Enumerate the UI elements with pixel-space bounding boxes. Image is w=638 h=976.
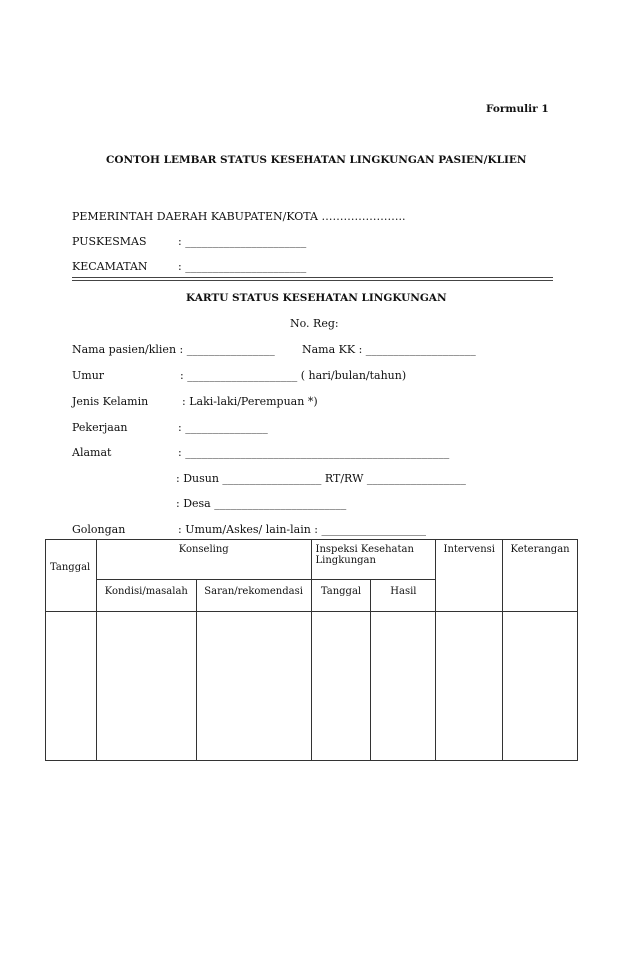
hamlet-field[interactable]: : Dusun __________________ RT/RW __________________ xyxy=(176,472,466,485)
family-head-field[interactable]: Nama KK : ____________________ xyxy=(302,343,476,356)
occupation-label: Pekerjaan xyxy=(72,421,128,434)
gender-label: Jenis Kelamin xyxy=(72,395,149,408)
category-label: Golongan xyxy=(72,523,126,536)
puskesmas-label: PUSKESMAS xyxy=(72,235,147,248)
age-label: Umur xyxy=(72,369,105,382)
header-keterangan: Keterangan xyxy=(503,540,578,612)
occupation-field[interactable]: : _______________ xyxy=(178,421,268,434)
registration-number: No. Reg: xyxy=(290,317,339,330)
address-field[interactable]: : ________________________________________________ xyxy=(178,446,450,459)
cell-kondisi[interactable] xyxy=(96,612,196,761)
patient-name-field[interactable]: Nama pasien/klien : ________________ xyxy=(72,343,275,356)
age-field[interactable]: : ____________________ ( hari/bulan/tahun) xyxy=(180,369,407,382)
header-hasil: Hasil xyxy=(371,580,436,612)
form-number: Formulir 1 xyxy=(486,103,549,115)
cell-tanggal-inspeksi[interactable] xyxy=(311,612,371,761)
kecamatan-field[interactable]: : ______________________ xyxy=(178,260,307,273)
cell-saran[interactable] xyxy=(196,612,311,761)
puskesmas-field[interactable]: : ______________________ xyxy=(178,235,307,248)
cell-keterangan[interactable] xyxy=(503,612,578,761)
divider-bottom xyxy=(72,280,553,281)
gender-field[interactable]: : Laki-laki/Perempuan *) xyxy=(182,395,318,408)
header-tanggal: Tanggal xyxy=(46,540,97,612)
kecamatan-label: KECAMATAN xyxy=(72,260,148,273)
village-field[interactable]: : Desa ________________________ xyxy=(176,497,347,510)
card-title: KARTU STATUS KESEHATAN LINGKUNGAN xyxy=(186,292,447,304)
cell-hasil[interactable] xyxy=(371,612,436,761)
cell-intervensi[interactable] xyxy=(436,612,503,761)
page-title: CONTOH LEMBAR STATUS KESEHATAN LINGKUNGAN PASIEN/KLIEN xyxy=(106,154,527,166)
header-tanggal-inspeksi: Tanggal xyxy=(311,580,371,612)
header-saran: Saran/rekomendasi xyxy=(196,580,311,612)
header-kondisi: Kondisi/masalah xyxy=(96,580,196,612)
divider-top xyxy=(72,277,553,278)
address-label: Alamat xyxy=(72,446,112,459)
table-row xyxy=(46,612,578,761)
category-field[interactable]: : Umum/Askes/ lain-lain : ___________________ xyxy=(178,523,427,536)
header-inspeksi: Inspeksi Kesehatan Lingkungan xyxy=(311,540,436,580)
government-line: PEMERINTAH DAERAH KABUPATEN/KOTA ………………….. xyxy=(72,210,406,223)
status-table xyxy=(45,539,578,761)
header-konseling: Konseling xyxy=(96,540,311,580)
header-intervensi: Intervensi xyxy=(436,540,503,612)
cell-tanggal[interactable] xyxy=(46,612,97,761)
